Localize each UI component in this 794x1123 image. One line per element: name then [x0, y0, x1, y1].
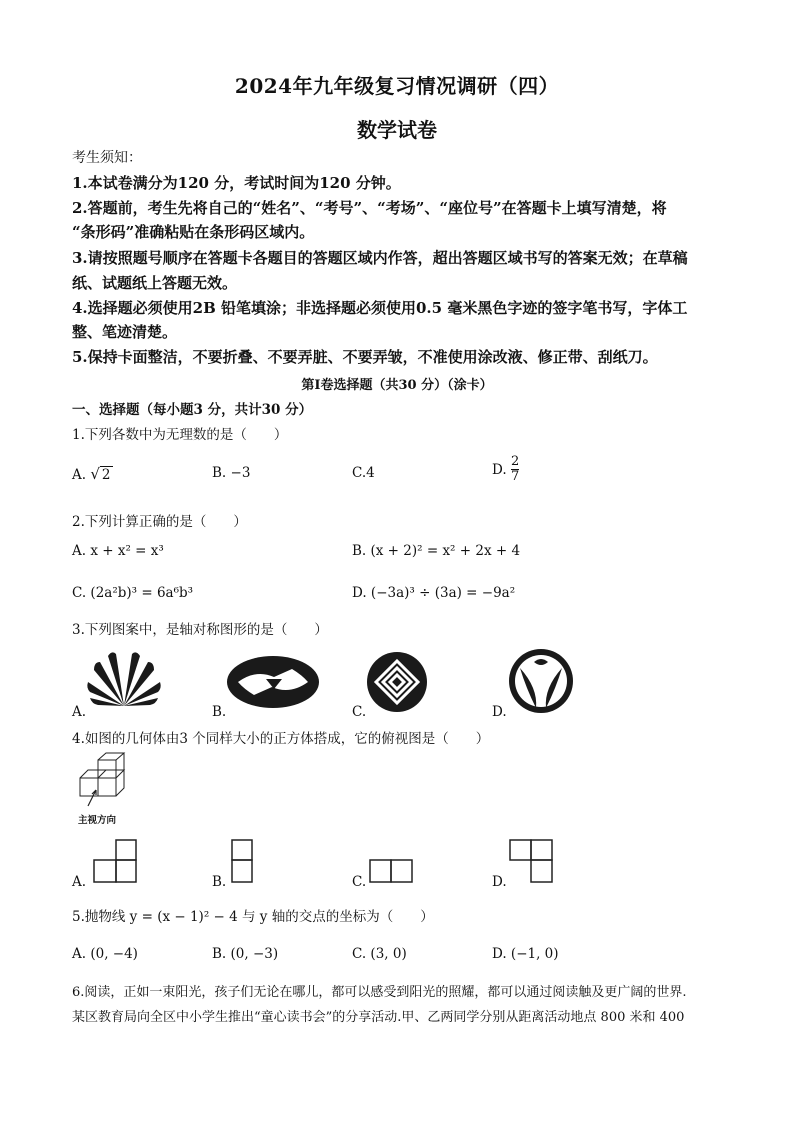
q5-stem: 5.抛物线 y = (x − 1)² − 4 与 y 轴的交点的坐标为（ ） [72, 909, 434, 925]
q1-option-d-label: D. [492, 461, 507, 478]
oval-logo-icon [226, 655, 320, 709]
notice-item-3-cont: 纸、试题纸上答题无效。 [72, 274, 238, 292]
q3-stem: 3.下列图案中，是轴对称图形的是（ ） [72, 622, 328, 638]
q2-option-a: A. x + x² = x³ [72, 543, 164, 559]
notice-heading: 考生须知： [72, 150, 142, 166]
q4-view-a-icon [92, 838, 138, 884]
q6-line-2: 某区教育局向全区中小学生推出“童心读书会”的分享活动.甲、乙两同学分别从距离活动地点 800 米和 400 [72, 1010, 685, 1025]
q1-option-d-fraction [511, 455, 519, 485]
q3-option-a-label: A. [72, 704, 87, 720]
notice-item-2: 2.答题前，考生先将自己的“姓名”、“考号”、“考场”、“座位号”在答题卡上填写清楚，将 [72, 199, 667, 217]
q4-option-d-label: D. [492, 874, 507, 890]
notice-item-1: 1.本试卷满分为120 分，考试时间为120 分钟。 [72, 174, 401, 192]
q2-option-b: B. (x + 2)² = x² + 2x + 4 [352, 543, 521, 559]
q1-option-b: B. −3 [212, 465, 251, 481]
q3-option-c-label: C. [352, 704, 367, 720]
sqrt-sign: √ [90, 465, 100, 483]
q4-option-c-label: C. [352, 874, 367, 890]
fraction-denominator: 7 [510, 469, 520, 485]
notice-item-4-cont: 整、笔迹清楚。 [72, 323, 178, 341]
q1-option-a-radicand: 2 [101, 467, 111, 483]
q1-option-c: C.4 [352, 465, 375, 481]
cube-figure-icon [76, 752, 136, 810]
q5-option-c: C. (3, 0) [352, 946, 407, 962]
fraction-numerator: 2 [510, 454, 520, 469]
exam-subtitle: 数学试卷 [357, 118, 437, 142]
dongfeng-logo-icon [508, 648, 574, 714]
q2-option-d: D. (−3a)³ ÷ (3a) = −9a² [352, 585, 516, 601]
q4-view-d-icon [508, 838, 554, 884]
notice-item-4: 4.选择题必须使用2B 铅笔填涂；非选择题必须使用0.5 毫米黑色字迹的签字笔书写，字体工 [72, 299, 688, 317]
exam-title: 2024年九年级复习情况调研（四） [234, 74, 560, 98]
q1-option-a [72, 465, 113, 483]
section-title: 第Ⅰ卷选择题（共30 分）（涂卡） [301, 378, 493, 393]
q4-view-b-icon [230, 838, 254, 884]
q2-option-c: C. (2a²b)³ = 6a⁶b³ [72, 585, 194, 601]
notice-item-2-cont: “条形码”准确粘贴在条形码区域内。 [72, 223, 315, 241]
q2-stem: 2.下列计算正确的是（ ） [72, 514, 247, 530]
huawei-logo-icon [86, 650, 162, 708]
q6-line-1: 6.阅读，正如一束阳光，孩子们无论在哪儿，都可以感受到阳光的照耀，都可以通过阅读触及更广阔的世界. [72, 985, 687, 1000]
notice-item-5: 5.保持卡面整洁，不要折叠、不要弄脏、不要弄皱，不准使用涂改液、修正带、刮纸刀。 [72, 348, 658, 366]
q4-stem: 4.如图的几何体由3 个同样大小的正方体搭成，它的俯视图是（ ） [72, 731, 490, 747]
notice-item-3: 3.请按照题号顺序在答题卡各题目的答题区域内作答，超出答题区域书写的答案无效；在草稿 [72, 249, 688, 267]
q5-option-a: A. (0, −4) [72, 946, 138, 962]
chinamobile-logo-icon [366, 651, 428, 713]
q1-stem: 1.下列各数中为无理数的是（ ） [72, 427, 288, 443]
q3-option-d-label: D. [492, 704, 507, 720]
q5-option-b: B. (0, −3) [212, 946, 279, 962]
q1-option-d [492, 455, 519, 485]
q1-option-a-label: A. [72, 467, 87, 483]
q3-option-b-label: B. [212, 704, 227, 720]
q4-option-b-label: B. [212, 874, 227, 890]
view-direction-caption: 主视方向 [78, 815, 117, 826]
part-title: 一、选择题（每小题3 分，共计30 分） [72, 402, 313, 418]
q4-view-c-icon [368, 858, 414, 884]
q5-option-d: D. (−1, 0) [492, 946, 559, 962]
q4-option-a-label: A. [72, 874, 87, 890]
